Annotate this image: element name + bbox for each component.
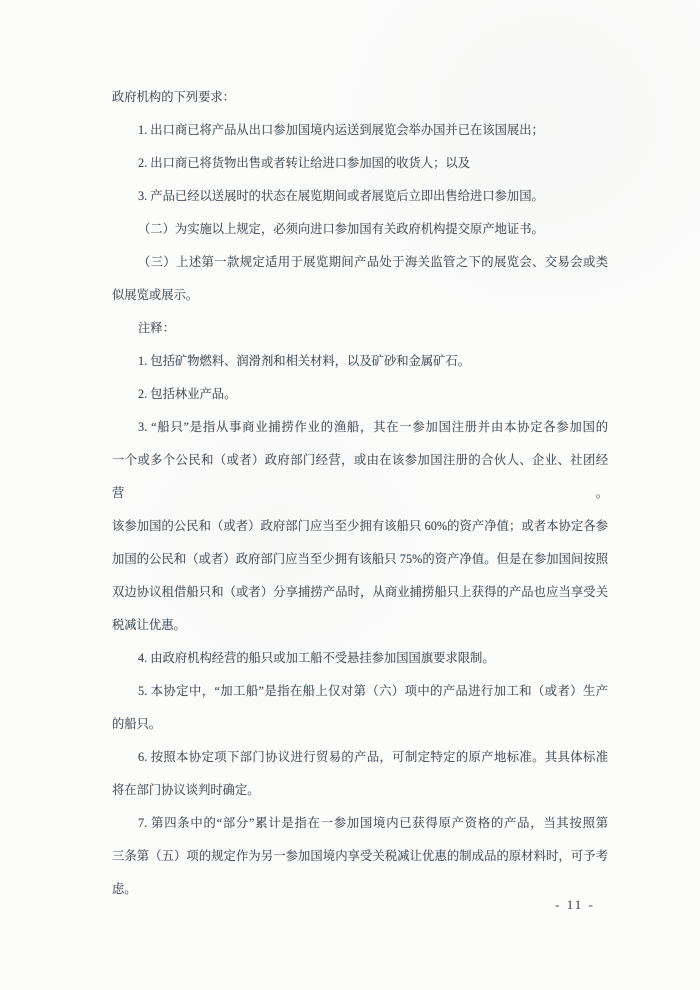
text-line: 该参加国的公民和（或者）政府部门应当至少拥有该船只 60%的资产净值；或者本协定各参 xyxy=(112,519,608,533)
text-line: 三条第（五）项的规定作为另一参加国境内享受关税减让优惠的制成品的原材料时，可予考 xyxy=(112,849,608,863)
note-2 xyxy=(112,378,608,411)
note-4 xyxy=(112,642,608,675)
text-line: 3. 产品已经以送展时的状态在展览期间或者展览后立即出售给进口参加国。 xyxy=(138,189,544,203)
text-line: 注释： xyxy=(138,321,175,335)
note-3 xyxy=(112,411,608,642)
notes-heading xyxy=(112,312,608,345)
text-line: 5. 本协定中，“加工船”是指在船上仅对第（六）项中的产品进行加工和（或者）生产 xyxy=(138,684,608,698)
clause-paragraph-2 xyxy=(112,213,608,246)
text-line: 的船只。 xyxy=(112,717,162,731)
note-1 xyxy=(112,345,608,378)
text-line: 政府机构的下列要求： xyxy=(112,90,235,104)
text-line: （三）上述第一款规定适用于展览期间产品处于海关监管之下的展览会、交易会或类 xyxy=(138,255,608,269)
text-line: 7. 第四条中的“部分”累计是指在一参加国境内已获得原产资格的产品，当其按照第 xyxy=(138,816,608,830)
text-line: （二）为实施以上规定，必须向进口参加国有关政府机构提交原产地证书。 xyxy=(138,222,544,236)
text-line: 3. “船只”是指从事商业捕捞作业的渔船，其在一参加国注册并由本协定各参加国的 xyxy=(138,420,608,434)
text-line: 税减让优惠。 xyxy=(112,618,186,632)
exhibition-list-item-3 xyxy=(112,180,608,213)
document-text xyxy=(112,81,608,906)
note-5 xyxy=(112,675,608,741)
text-line: 一个或多个公民和（或者）政府部门经营，或由在该参加国注册的合伙人、企业、社团经营。 xyxy=(112,453,608,500)
text-line: 加国的公民和（或者）政府部门应当至少拥有该船只 75%的资产净值。但是在参加国间按照 xyxy=(112,552,608,566)
text-line: 似展览或展示。 xyxy=(112,288,199,302)
note-6 xyxy=(112,741,608,807)
text-line: 6. 按照本协定项下部门协议进行贸易的产品，可制定特定的原产地标准。其具体标准 xyxy=(138,750,608,764)
note-7 xyxy=(112,807,608,906)
text-line: 将在部门协议谈判时确定。 xyxy=(112,783,260,797)
text-line: 1. 包括矿物燃料、润滑剂和相关材料，以及矿砂和金属矿石。 xyxy=(138,354,471,368)
text-line: 2. 出口商已将货物出售或者转让给进口参加国的收货人；以及 xyxy=(138,156,471,170)
continuation-paragraph xyxy=(112,81,608,114)
clause-paragraph-3 xyxy=(112,246,608,312)
text-line: 双边协议租借船只和（或者）分享捕捞产品时，从商业捕捞船只上获得的产品也应当享受关 xyxy=(112,585,608,599)
exhibition-list-item-2 xyxy=(112,147,608,180)
page-number: - 11 - xyxy=(555,897,595,912)
text-line: 2. 包括林业产品。 xyxy=(138,387,237,401)
text-line: 4. 由政府机构经营的船只或加工船不受悬挂参加国国旗要求限制。 xyxy=(138,651,495,665)
text-line: 虑。 xyxy=(112,882,137,896)
text-line: 1. 出口商已将产品从出口参加国境内运送到展览会举办国并已在该国展出； xyxy=(138,123,544,137)
exhibition-list-item-1 xyxy=(112,114,608,147)
